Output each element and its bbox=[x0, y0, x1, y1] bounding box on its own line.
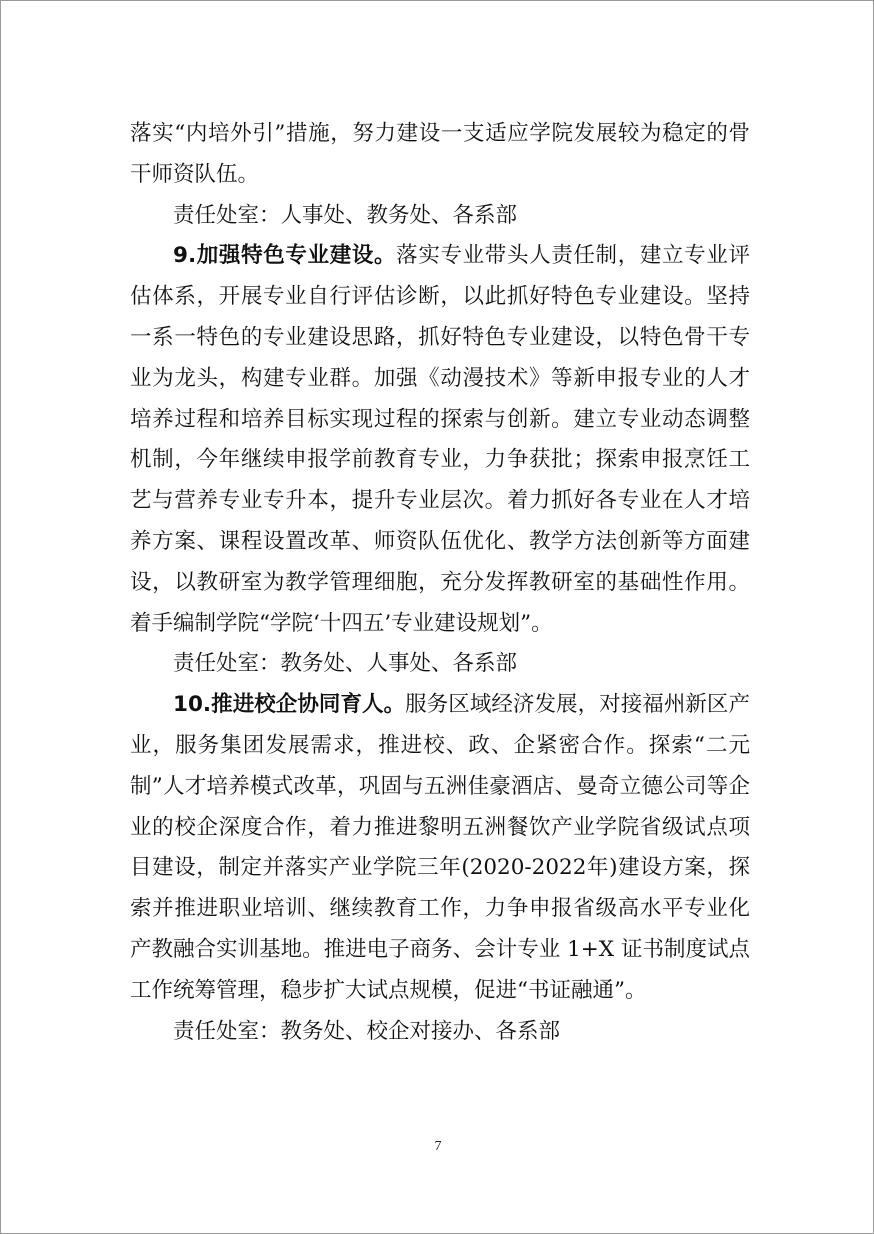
responsibility-text: 责任处室：教务处、校企对接办、各系部 bbox=[173, 1018, 561, 1044]
responsibility-line bbox=[130, 196, 750, 237]
responsibility-line bbox=[130, 644, 750, 685]
paragraph-text: 落实“内培外引”措施，努力建设一支适应学院发展较为稳定的骨干师资队伍。 bbox=[130, 121, 750, 187]
paragraph-continued bbox=[130, 114, 750, 196]
item-heading: 9.加强特色专业建设。 bbox=[173, 243, 397, 269]
responsibility-text: 责任处室：人事处、教务处、各系部 bbox=[173, 202, 518, 228]
paragraph-text: 服务区域经济发展，对接福州新区产业，服务集团发展需求，推进校、政、企紧密合作。探索“二元制”人才培养模式改革，巩固与五洲佳豪酒店、曼奇立德公司等企业的校企深度合作，着力推进黎明五洲餐饮产业学院省级试点项目建设，制定并落实产业学院三年(2020-2022年)建设方案，探索并推进职业培训、继续教育工作，力争申报省级高水平专业化产教融合实训基地。推进电子商务、会计专业 1+X 证书制度试点工作统筹管理，稳步扩大试点规模，促进“书证融通”。 bbox=[130, 692, 750, 1003]
item-heading: 10.推进校企协同育人。 bbox=[173, 692, 406, 718]
paragraph-item-9 bbox=[130, 236, 750, 644]
page-number: 7 bbox=[434, 1139, 442, 1154]
responsibility-text: 责任处室：教务处、人事处、各系部 bbox=[173, 651, 518, 677]
responsibility-line bbox=[130, 1012, 750, 1053]
paragraph-text: 落实专业带头人责任制，建立专业评估体系，开展专业自行评估诊断，以此抓好特色专业建设。坚持一系一特色的专业建设思路，抓好特色专业建设，以特色骨干专业为龙头，构建专业群。加强《动漫技术》等新申报专业的人才培养过程和培养目标实现过程的探索与创新。建立专业动态调整机制，今年继续申报学前教育专业，力争获批；探索申报烹饪工艺与营养专业专升本，提升专业层次。着力抓好各专业在人才培养方案、课程设置改革、师资队伍优化、教学方法创新等方面建设，以教研室为教学管理细胞，充分发挥教研室的基础性作用。着手编制学院“学院‘十四五’专业建设规划”。 bbox=[130, 243, 750, 636]
paragraph-item-10 bbox=[130, 685, 750, 1011]
body-text bbox=[130, 114, 750, 1052]
